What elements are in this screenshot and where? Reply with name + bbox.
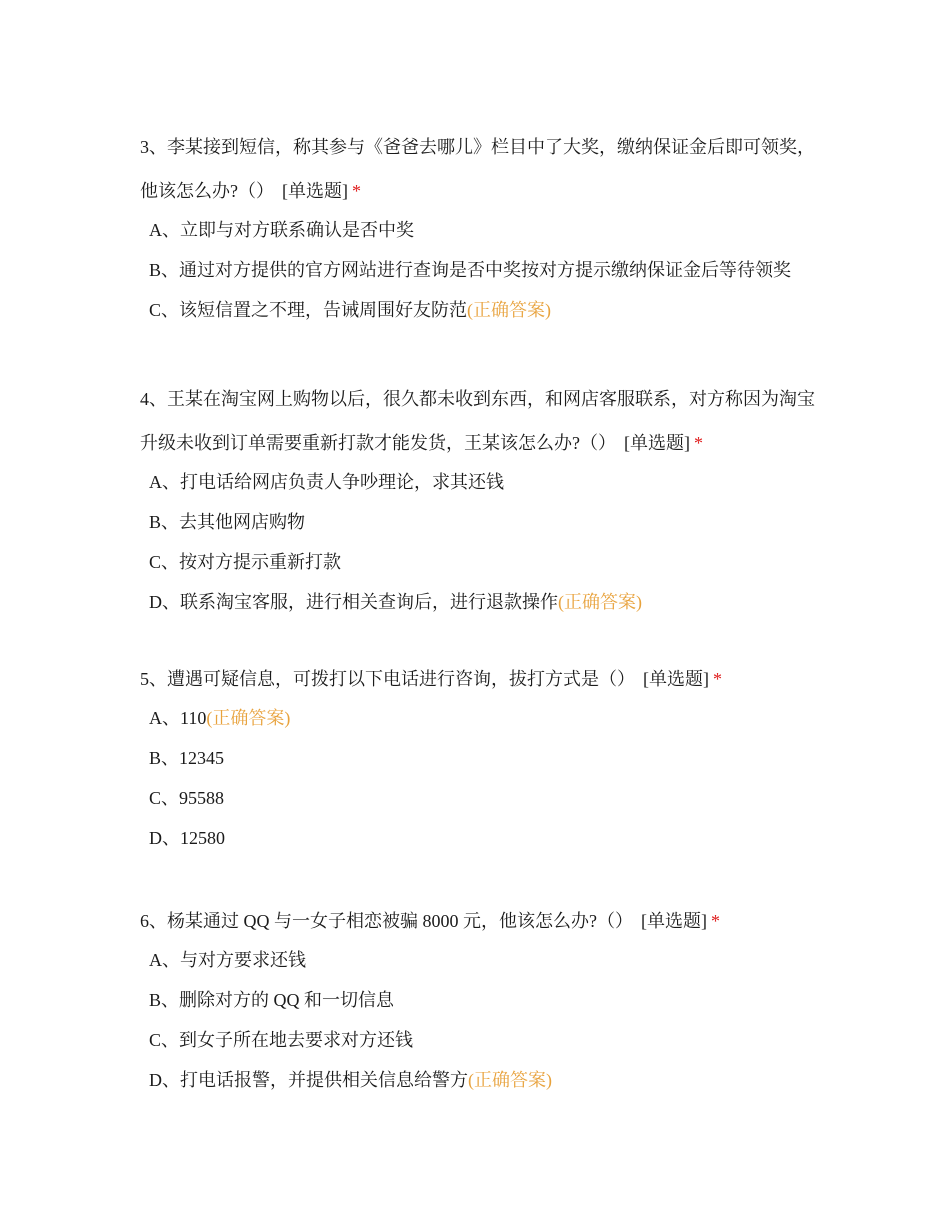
- required-mark: *: [711, 911, 720, 931]
- option-c[interactable]: C、该短信置之不理，告诫周围好友防范(正确答案): [149, 300, 552, 320]
- option-d[interactable]: D、打电话报警，并提供相关信息给警方(正确答案): [149, 1070, 552, 1090]
- correct-answer-tag: (正确答案): [467, 300, 552, 320]
- option-c[interactable]: C、按对方提示重新打款: [149, 552, 342, 572]
- option-d[interactable]: D、联系淘宝客服，进行相关查询后，进行退款操作(正确答案): [149, 592, 642, 612]
- option-c[interactable]: C、到女子所在地去要求对方还钱: [149, 1030, 414, 1050]
- question-5: [140, 657, 820, 865]
- question-title: 5、遭遇可疑信息，可拨打以下电话进行咨询，拔打方式是（） [单选题] *: [140, 669, 722, 689]
- question-4: [140, 377, 820, 629]
- question-type: [单选题]: [282, 181, 348, 201]
- option-list: [140, 947, 820, 1093]
- option-a[interactable]: A、与对方要求还钱: [149, 950, 306, 970]
- question-type: [单选题]: [624, 433, 690, 453]
- correct-answer-tag: (正确答案): [468, 1070, 552, 1090]
- option-list: [140, 217, 820, 323]
- question-6: [140, 899, 820, 1107]
- correct-answer-tag: (正确答案): [206, 708, 291, 728]
- required-mark: *: [713, 669, 722, 689]
- question-type: [单选题]: [643, 669, 709, 689]
- option-a[interactable]: A、立即与对方联系确认是否中奖: [149, 220, 414, 240]
- option-list: [140, 705, 820, 851]
- option-b[interactable]: B、去其他网店购物: [149, 512, 306, 532]
- option-a[interactable]: A、打电话给网店负责人争吵理论，求其还钱: [149, 472, 504, 492]
- required-mark: *: [694, 433, 703, 453]
- question-type: [单选题]: [641, 911, 707, 931]
- question-3: [140, 125, 820, 337]
- option-b[interactable]: B、通过对方提供的官方网站进行查询是否中奖按对方提示缴纳保证金后等待领奖: [149, 260, 792, 280]
- correct-answer-tag: (正确答案): [558, 592, 642, 612]
- option-a[interactable]: A、110(正确答案): [149, 708, 291, 728]
- option-d[interactable]: D、12580: [149, 828, 225, 848]
- question-title: 3、李某接到短信，称其参与《爸爸去哪儿》栏目中了大奖，缴纳保证金后即可领奖，他该怎么办?（） [单选题] *: [140, 137, 815, 201]
- option-list: [140, 469, 820, 615]
- question-title: 4、王某在淘宝网上购物以后，很久都未收到东西，和网店客服联系，对方称因为淘宝升级未收到订单需要重新打款才能发货，王某该怎么办?（） [单选题] *: [140, 389, 815, 453]
- option-b[interactable]: B、12345: [149, 748, 225, 768]
- question-title: 6、杨某通过 QQ 与一女子相恋被骗 8000 元，他该怎么办?（） [单选题] *: [140, 911, 720, 931]
- option-c[interactable]: C、95588: [149, 788, 225, 808]
- option-b[interactable]: B、删除对方的 QQ 和一切信息: [149, 990, 395, 1010]
- required-mark: *: [352, 181, 361, 201]
